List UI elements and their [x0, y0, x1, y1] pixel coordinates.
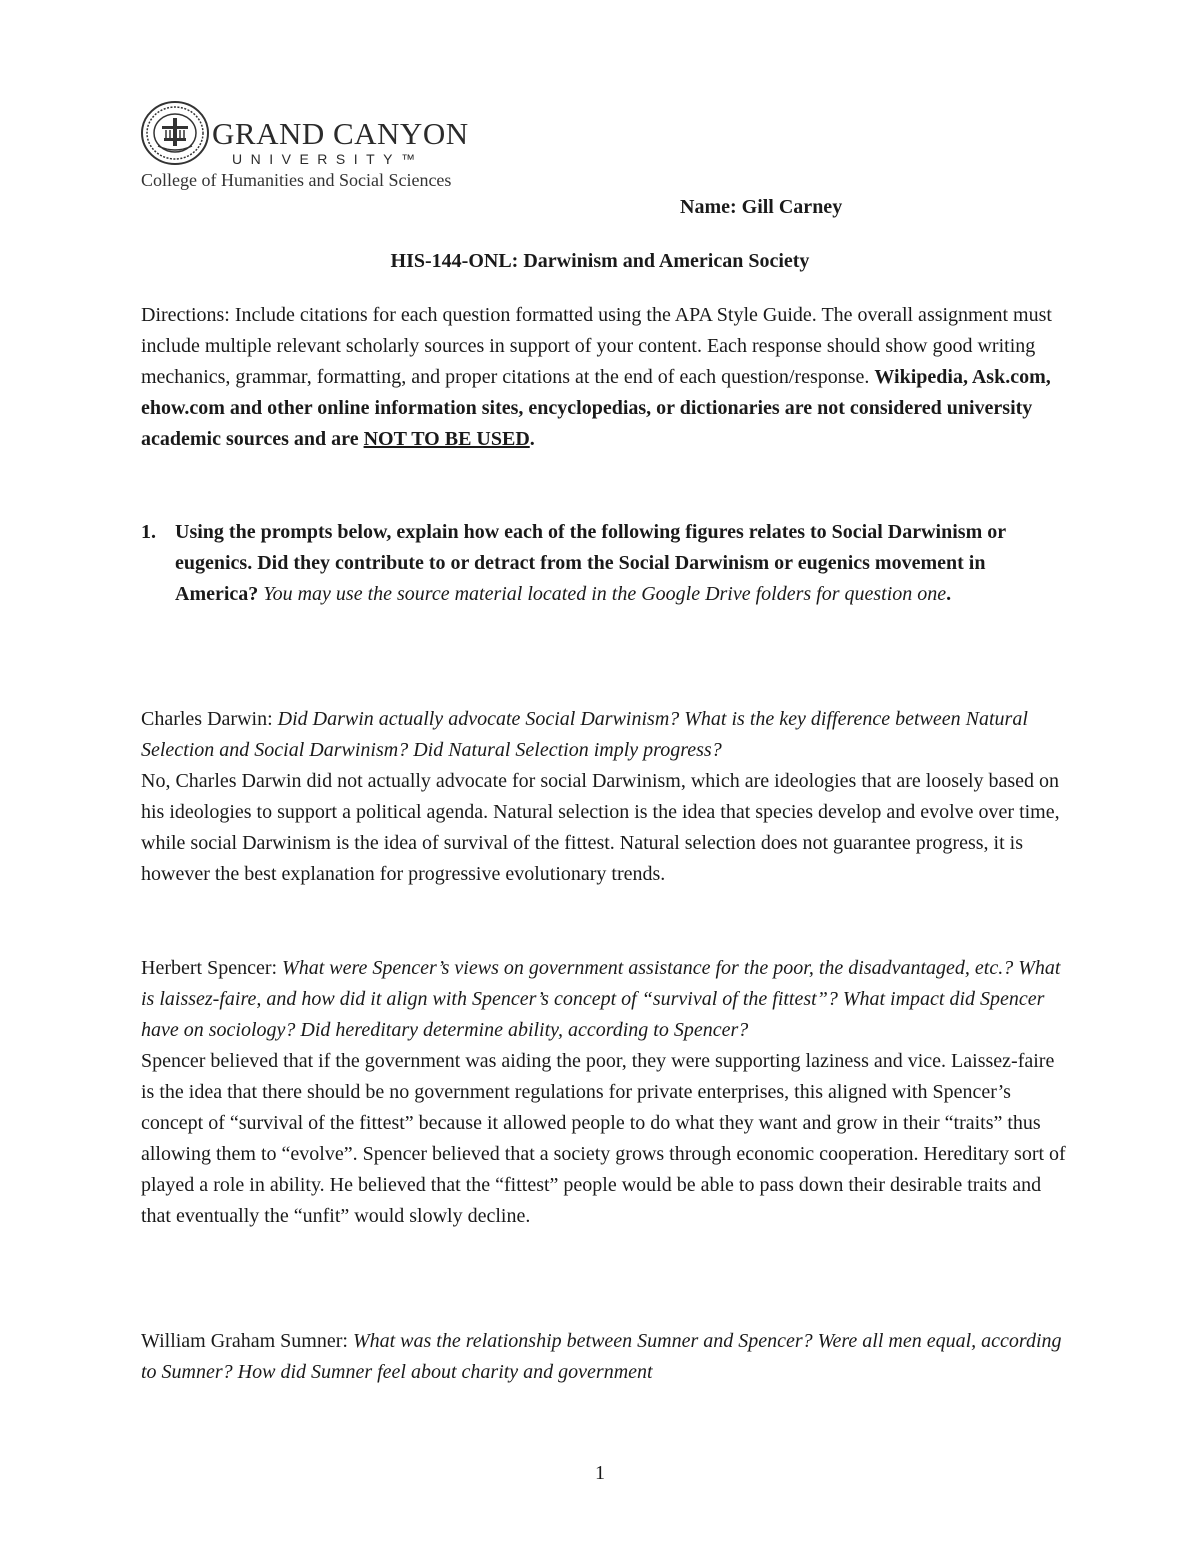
- course-title: HIS-144-ONL: Darwinism and American Society: [390, 250, 810, 272]
- directions-bold-text: Wikipedia, Ask.com, ehow.com and other online information sites, encyclopedias, or dictionaries are not considered university academic sources and are: [141, 366, 1051, 450]
- directions-underlined-text: NOT TO BE USED: [363, 428, 530, 450]
- section-herbert-spencer: [141, 953, 1066, 1232]
- university-logo: [140, 100, 469, 170]
- logo-wordmark: GRAND CANYON: [212, 116, 469, 151]
- section-william-graham-sumner: [141, 1326, 1066, 1388]
- logo-subtitle: UNIVERSITY™: [232, 151, 424, 167]
- darwin-prompt-line: [141, 704, 1066, 766]
- page-number: 1: [595, 1462, 605, 1484]
- directions-text: Directions: Include citations for each question formatted using the APA Style Guide. The overall assignment must include multiple relevant scholarly sources in support of your content. Each response should show good writing mechanics, grammar, formatting, and proper citations at the end of each question/response.: [141, 304, 1052, 388]
- spencer-prompt-line: [141, 953, 1066, 1046]
- sumner-prompt-line: [141, 1326, 1066, 1388]
- spencer-answer: Spencer believed that if the government was aiding the poor, they were supporting laziness and vice. Laissez-faire is the idea that there should be no government regulations for private enterprises, this aligned with Spencer’s concept of “survival of the fittest” because it allowed people to do what they want and grow in their “traits” thus allowing them to “evolve”. Spencer believed that a society grows through economic cooperation. Hereditary sort of played a role in ability. He believed that the “fittest” people would be able to pass down their desirable traits and that eventually the “unfit” would slowly decline.: [141, 1050, 1066, 1227]
- directions-paragraph: [141, 300, 1066, 455]
- sumner-label: William Graham Sumner:: [141, 1330, 353, 1352]
- darwin-answer: No, Charles Darwin did not actually advocate for social Darwinism, which are ideologies that are loosely based on his ideologies to support a political agenda. Natural selection is the idea that species develop and evolve over time, while social Darwinism is the idea of survival of the fittest. Natural selection does not guarantee progress, it is however the best explanation for progressive evolutionary trends.: [141, 770, 1060, 885]
- question-1-bold-text: Using the prompts below, explain how each of the following figures relates to Social Darwinism or eugenics. Did they contribute to or detract from the Social Darwinism or eugenics movement in America?: [175, 521, 1006, 605]
- darwin-prompt: Did Darwin actually advocate Social Darwinism? What is the key difference between Natural Selection and Social Darwinism? Did Natural Selection imply progress?: [141, 708, 1028, 761]
- university-seal-icon: [140, 100, 210, 166]
- question-1: [141, 517, 1066, 610]
- question-number: 1.: [141, 521, 156, 543]
- student-name: Name: Gill Carney: [680, 196, 843, 218]
- spencer-label: Herbert Spencer:: [141, 957, 283, 979]
- directions-end: .: [529, 428, 535, 450]
- college-name: College of Humanities and Social Sciences: [141, 170, 452, 190]
- darwin-label: Charles Darwin:: [141, 708, 278, 730]
- sumner-prompt: What was the relationship between Sumner and Spencer? Were all men equal, according to Sumner? How did Sumner feel about charity and government: [141, 1330, 1062, 1383]
- spencer-prompt: What were Spencer’s views on government assistance for the poor, the disadvantaged, etc.? What is laissez-faire, and how did it align with Spencer’s concept of “survival of the fittest”? What impact did Spencer have on sociology? Did hereditary determine ability, according to Spencer?: [141, 957, 1061, 1041]
- section-charles-darwin: [141, 704, 1066, 890]
- question-1-end: .: [946, 583, 952, 605]
- question-1-italic-text: You may use the source material located in the Google Drive folders for question one: [258, 583, 947, 605]
